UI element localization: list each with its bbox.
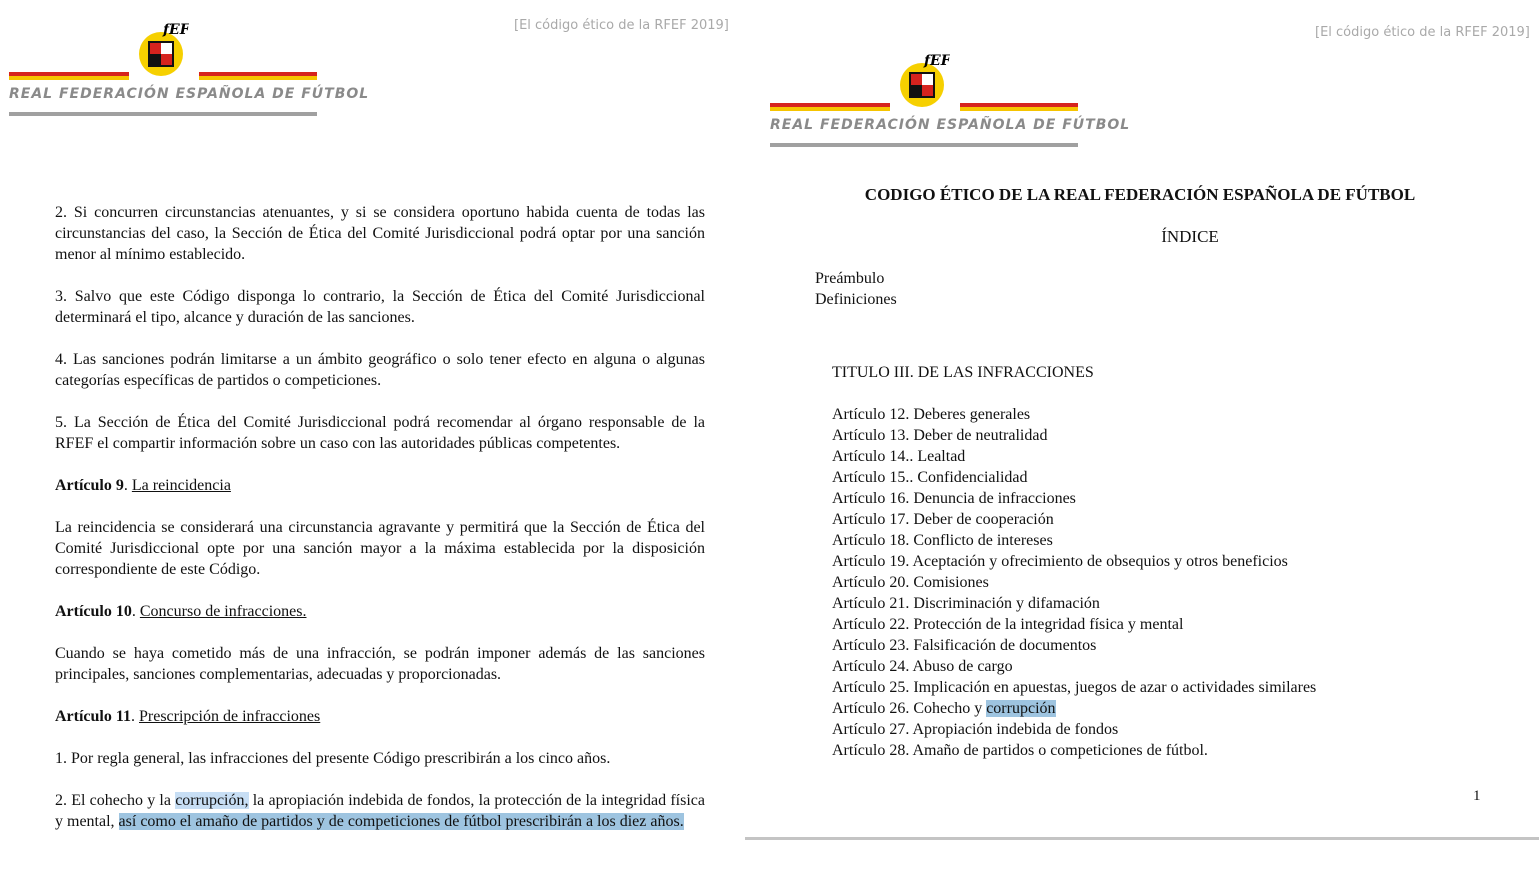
svg-text:fEF: fEF (163, 22, 189, 38)
index-item: Definiciones (815, 291, 897, 308)
paragraph: Cuando se haya cometido más de una infracción, se podrán imponer además de las sanciones principales, sanciones complementarias, adecuadas y proporcionadas. (55, 645, 705, 683)
index-item: Artículo 21. Discriminación y difamación (832, 595, 1100, 612)
index-heading: ÍNDICE (1161, 227, 1219, 246)
article-heading: Artículo 10. Concurso de infracciones. (55, 603, 307, 620)
svg-text:fEF: fEF (924, 53, 950, 69)
highlight: corrupción, (175, 792, 249, 809)
paragraph: 2. Si concurren circunstancias atenuantes, y si se considera oportuno habida cuenta de todas las circunstancias del caso, la Sección de Ética del Comité Jurisdiccional podrá optar por una sanción menor al mínimo establecido. (55, 204, 705, 263)
index-item: Artículo 23. Falsificación de documentos (832, 637, 1097, 654)
index-item: Artículo 26. Cohecho y corrupción (832, 700, 1056, 717)
page-divider (745, 837, 1539, 840)
selected-text: así como el amaño de partidos y de competiciones de fútbol prescribirán a los diez años. (118, 813, 684, 830)
article-heading: Artículo 9. La reincidencia (55, 477, 231, 494)
rfef-emblem-icon (137, 20, 189, 78)
rfef-logo (770, 45, 1131, 155)
index-item: Artículo 13. Deber de neutralidad (832, 427, 1048, 444)
index-item: Artículo 20. Comisiones (832, 574, 989, 591)
paragraph: 5. La Sección de Ética del Comité Jurisdiccional podrá recomendar al órgano responsable de la RFEF el compartir información sobre un caso con las autoridades públicas competentes. (55, 414, 705, 452)
logo-text: REAL FEDERACIÓN ESPAÑOLA DE FÚTBOL (770, 117, 1131, 133)
page-header-text: [El código ético de la RFEF 2019] (514, 18, 729, 33)
document-title: CODIGO ÉTICO DE LA REAL FEDERACIÓN ESPAÑOLA DE FÚTBOL (864, 185, 1416, 204)
search-highlight: corrupción (986, 700, 1056, 717)
index-item: Artículo 22. Protección de la integridad física y mental (832, 616, 1184, 633)
article-index-list (832, 404, 1316, 761)
paragraph: 3. Salvo que este Código disponga lo contrario, la Sección de Ética del Comité Jurisdiccional determinará el tipo, alcance y duración de las sanciones. (55, 288, 705, 326)
index-item: Preámbulo (815, 270, 885, 287)
paragraph: La reincidencia se considerará una circunstancia agravante y permitirá que la Sección de Ética del Comité Jurisdiccional opte por una sanción mayor a la máxima establecida por la disposición correspondiente de este Código. (55, 519, 705, 578)
logo-text: REAL FEDERACIÓN ESPAÑOLA DE FÚTBOL (9, 86, 370, 102)
index-item: Artículo 24. Abuso de cargo (832, 658, 1013, 675)
index-item: Artículo 15.. Confidencialidad (832, 469, 1028, 486)
left-page-body (55, 202, 705, 853)
article-heading: Artículo 11. Prescripción de infracciones (55, 708, 321, 725)
paragraph: 2. El cohecho y la corrupción, la apropiación indebida de fondos, la protección de la integridad física y mental, así como el amaño de partidos y de competiciones de fútbol prescribirán a los diez años. (55, 792, 705, 830)
index-item: Artículo 16. Denuncia de infracciones (832, 490, 1076, 507)
index-item: Artículo 12. Deberes generales (832, 406, 1031, 423)
page-header-text: [El código ético de la RFEF 2019] (1315, 25, 1530, 40)
index-item: Artículo 18. Conflicto de intereses (832, 532, 1053, 549)
index-item: Artículo 19. Aceptación y ofrecimiento de obsequios y otros beneficios (832, 553, 1288, 570)
preliminary-list (815, 268, 897, 310)
rfef-logo (9, 14, 370, 124)
paragraph: 4. Las sanciones podrán limitarse a un ámbito geográfico o solo tener efecto en alguna o algunas categorías específicas de partidos o competiciones. (55, 351, 705, 389)
index-item: Artículo 17. Deber de cooperación (832, 511, 1054, 528)
index-item: Artículo 28. Amaño de partidos o competiciones de fútbol. (832, 742, 1208, 759)
section-title: TITULO III. DE LAS INFRACCIONES (832, 364, 1094, 381)
paragraph: 1. Por regla general, las infracciones del presente Código prescribirán a los cinco años. (55, 750, 611, 767)
index-item: Artículo 14.. Lealtad (832, 448, 966, 465)
page-number: 1 (1473, 788, 1481, 804)
index-item: Artículo 25. Implicación en apuestas, juegos de azar o actividades similares (832, 679, 1317, 696)
index-item: Artículo 27. Apropiación indebida de fondos (832, 721, 1119, 738)
rfef-emblem-icon (898, 51, 950, 109)
